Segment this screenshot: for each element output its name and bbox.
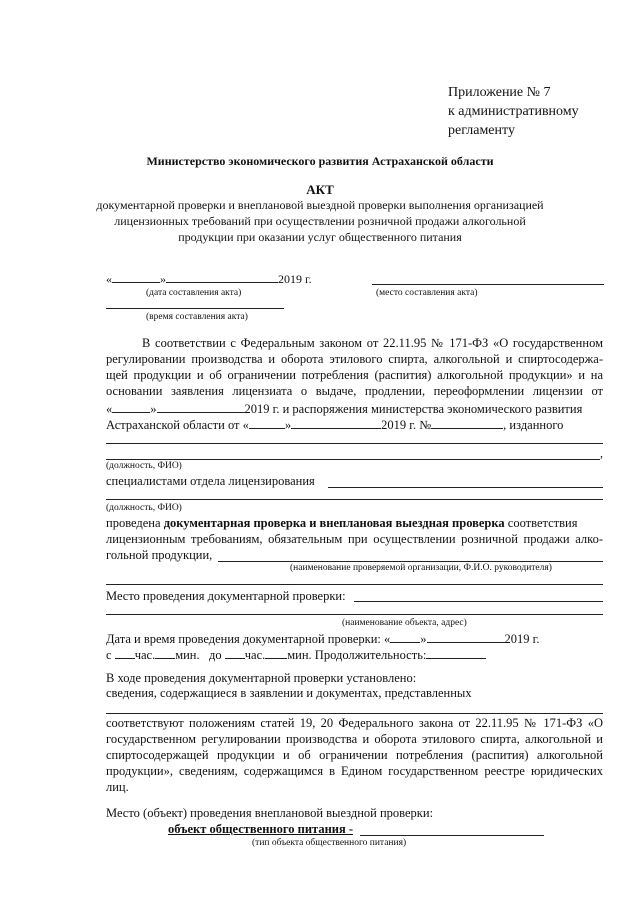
- appendix-line1: Приложение № 7: [448, 85, 551, 100]
- p1-line5-text: 2019 г. и распоряжения министерства экономического развития: [244, 402, 583, 416]
- org-caption: (наименование проверяемой организации, Ф.И.О. руководителя): [290, 563, 552, 573]
- p2-line1: проведена документарная проверка и внеплановая выездная проверка соответствия: [106, 516, 578, 530]
- p3-line3: спиртосодержащей продукции и об ограничении потребления (распития) алкогольной: [106, 748, 603, 762]
- p3-line4: продукции», сведениям, содержащимся в Едином государственном реестре юридических: [106, 764, 603, 778]
- onsite-place: Место (объект) проведения внеплановой выездной проверки:: [106, 806, 434, 820]
- info-line: сведения, содержащиеся в заявлении и документах, представленных: [106, 686, 472, 700]
- date-line[interactable]: [106, 270, 312, 287]
- act-subtitle-3: продукции при оказании услуг общественного питания: [178, 230, 462, 244]
- doc-place-blank[interactable]: [354, 601, 603, 602]
- p1-line5: « » 2019 г. и распоряжения министерства экономического развития: [106, 402, 583, 416]
- p1-line2: регулировании производства и оборота этилового спирта, алкогольной и спиртосодержа-: [106, 352, 603, 366]
- issuer-line-2[interactable]: [106, 459, 600, 460]
- catering-blank[interactable]: [360, 835, 544, 836]
- issuer-comma: ,: [600, 446, 603, 460]
- place-line[interactable]: [372, 284, 604, 285]
- doc-place: Место проведения документарной проверки:: [106, 589, 346, 603]
- time-range-line: с час. мин. до час. мин. Продолжительность:: [106, 646, 486, 663]
- act-subtitle-2: лицензионных требований при осуществлении розничной продажи алкогольной: [114, 214, 526, 228]
- ministry-title: Министерство экономического развития Астраханской области: [146, 154, 494, 168]
- datetime-line: Дата и время проведения документарной проверки: « » 2019 г.: [106, 632, 540, 646]
- issuer-line[interactable]: [106, 443, 603, 444]
- time-caption: (время составления акта): [146, 312, 248, 322]
- p3-line2: государственном регулировании производства и оборота этилового спирта, алкогольной и: [106, 732, 603, 746]
- post-caption-1: (должность, ФИО): [106, 461, 182, 471]
- date-quote-open: «: [106, 272, 112, 286]
- catering-caption: (тип объекта общественного питания): [252, 838, 407, 848]
- post-caption-2: (должность, ФИО): [106, 503, 182, 513]
- appendix-line3: регламенту: [448, 123, 515, 138]
- specialists-line: специалистами отдела лицензирования: [106, 474, 315, 488]
- date-quote-close: »: [160, 272, 166, 286]
- catering-label: объект общественного питания -: [168, 822, 354, 836]
- date-year: 2019 г.: [278, 272, 312, 286]
- act-title: АКТ: [306, 182, 334, 197]
- specialists-blank-2[interactable]: [106, 499, 603, 500]
- p2-line3: гольной продукции,: [106, 548, 213, 562]
- object-caption: (наименование объекта, адрес): [342, 618, 467, 628]
- p3-line5: лиц.: [106, 780, 129, 794]
- p1-line3: щей продукции и об ограничении потребления (распития) алкогольной продукции» и на: [106, 368, 603, 382]
- specialists-blank[interactable]: [328, 487, 603, 488]
- org-blank-2[interactable]: [106, 584, 603, 585]
- p2-line2: лицензионным требованиям, обязательным при осуществлении розничной продажи алко-: [106, 532, 603, 546]
- info-blank[interactable]: [106, 713, 603, 714]
- org-blank[interactable]: [218, 561, 603, 562]
- p1-line6: Астраханской области от « » 2019 г. № , изданного: [106, 418, 564, 432]
- time-line[interactable]: [106, 308, 284, 309]
- appendix-line2: к административному: [448, 104, 579, 119]
- p1-line4: основании заявления лицензиата о выдаче, продлении, переоформлении лицензии от: [106, 384, 603, 398]
- date-caption: (дата составления акта): [146, 288, 242, 298]
- act-subtitle-1: документарной проверки и внеплановой выездной проверки выполнения организацией: [96, 198, 544, 212]
- doc-place-blank-2[interactable]: [106, 614, 603, 615]
- p3-line1: соответствуют положениям статей 19, 20 Федерального закона от 22.11.95 № 171-ФЗ «О: [106, 716, 603, 730]
- p1-line1: В соответствии с Федеральным законом от 22.11.95 № 171-ФЗ «О государственном: [142, 336, 603, 350]
- place-caption: (место составления акта): [376, 288, 478, 298]
- established: В ходе проведения документарной проверки установлено:: [106, 671, 417, 685]
